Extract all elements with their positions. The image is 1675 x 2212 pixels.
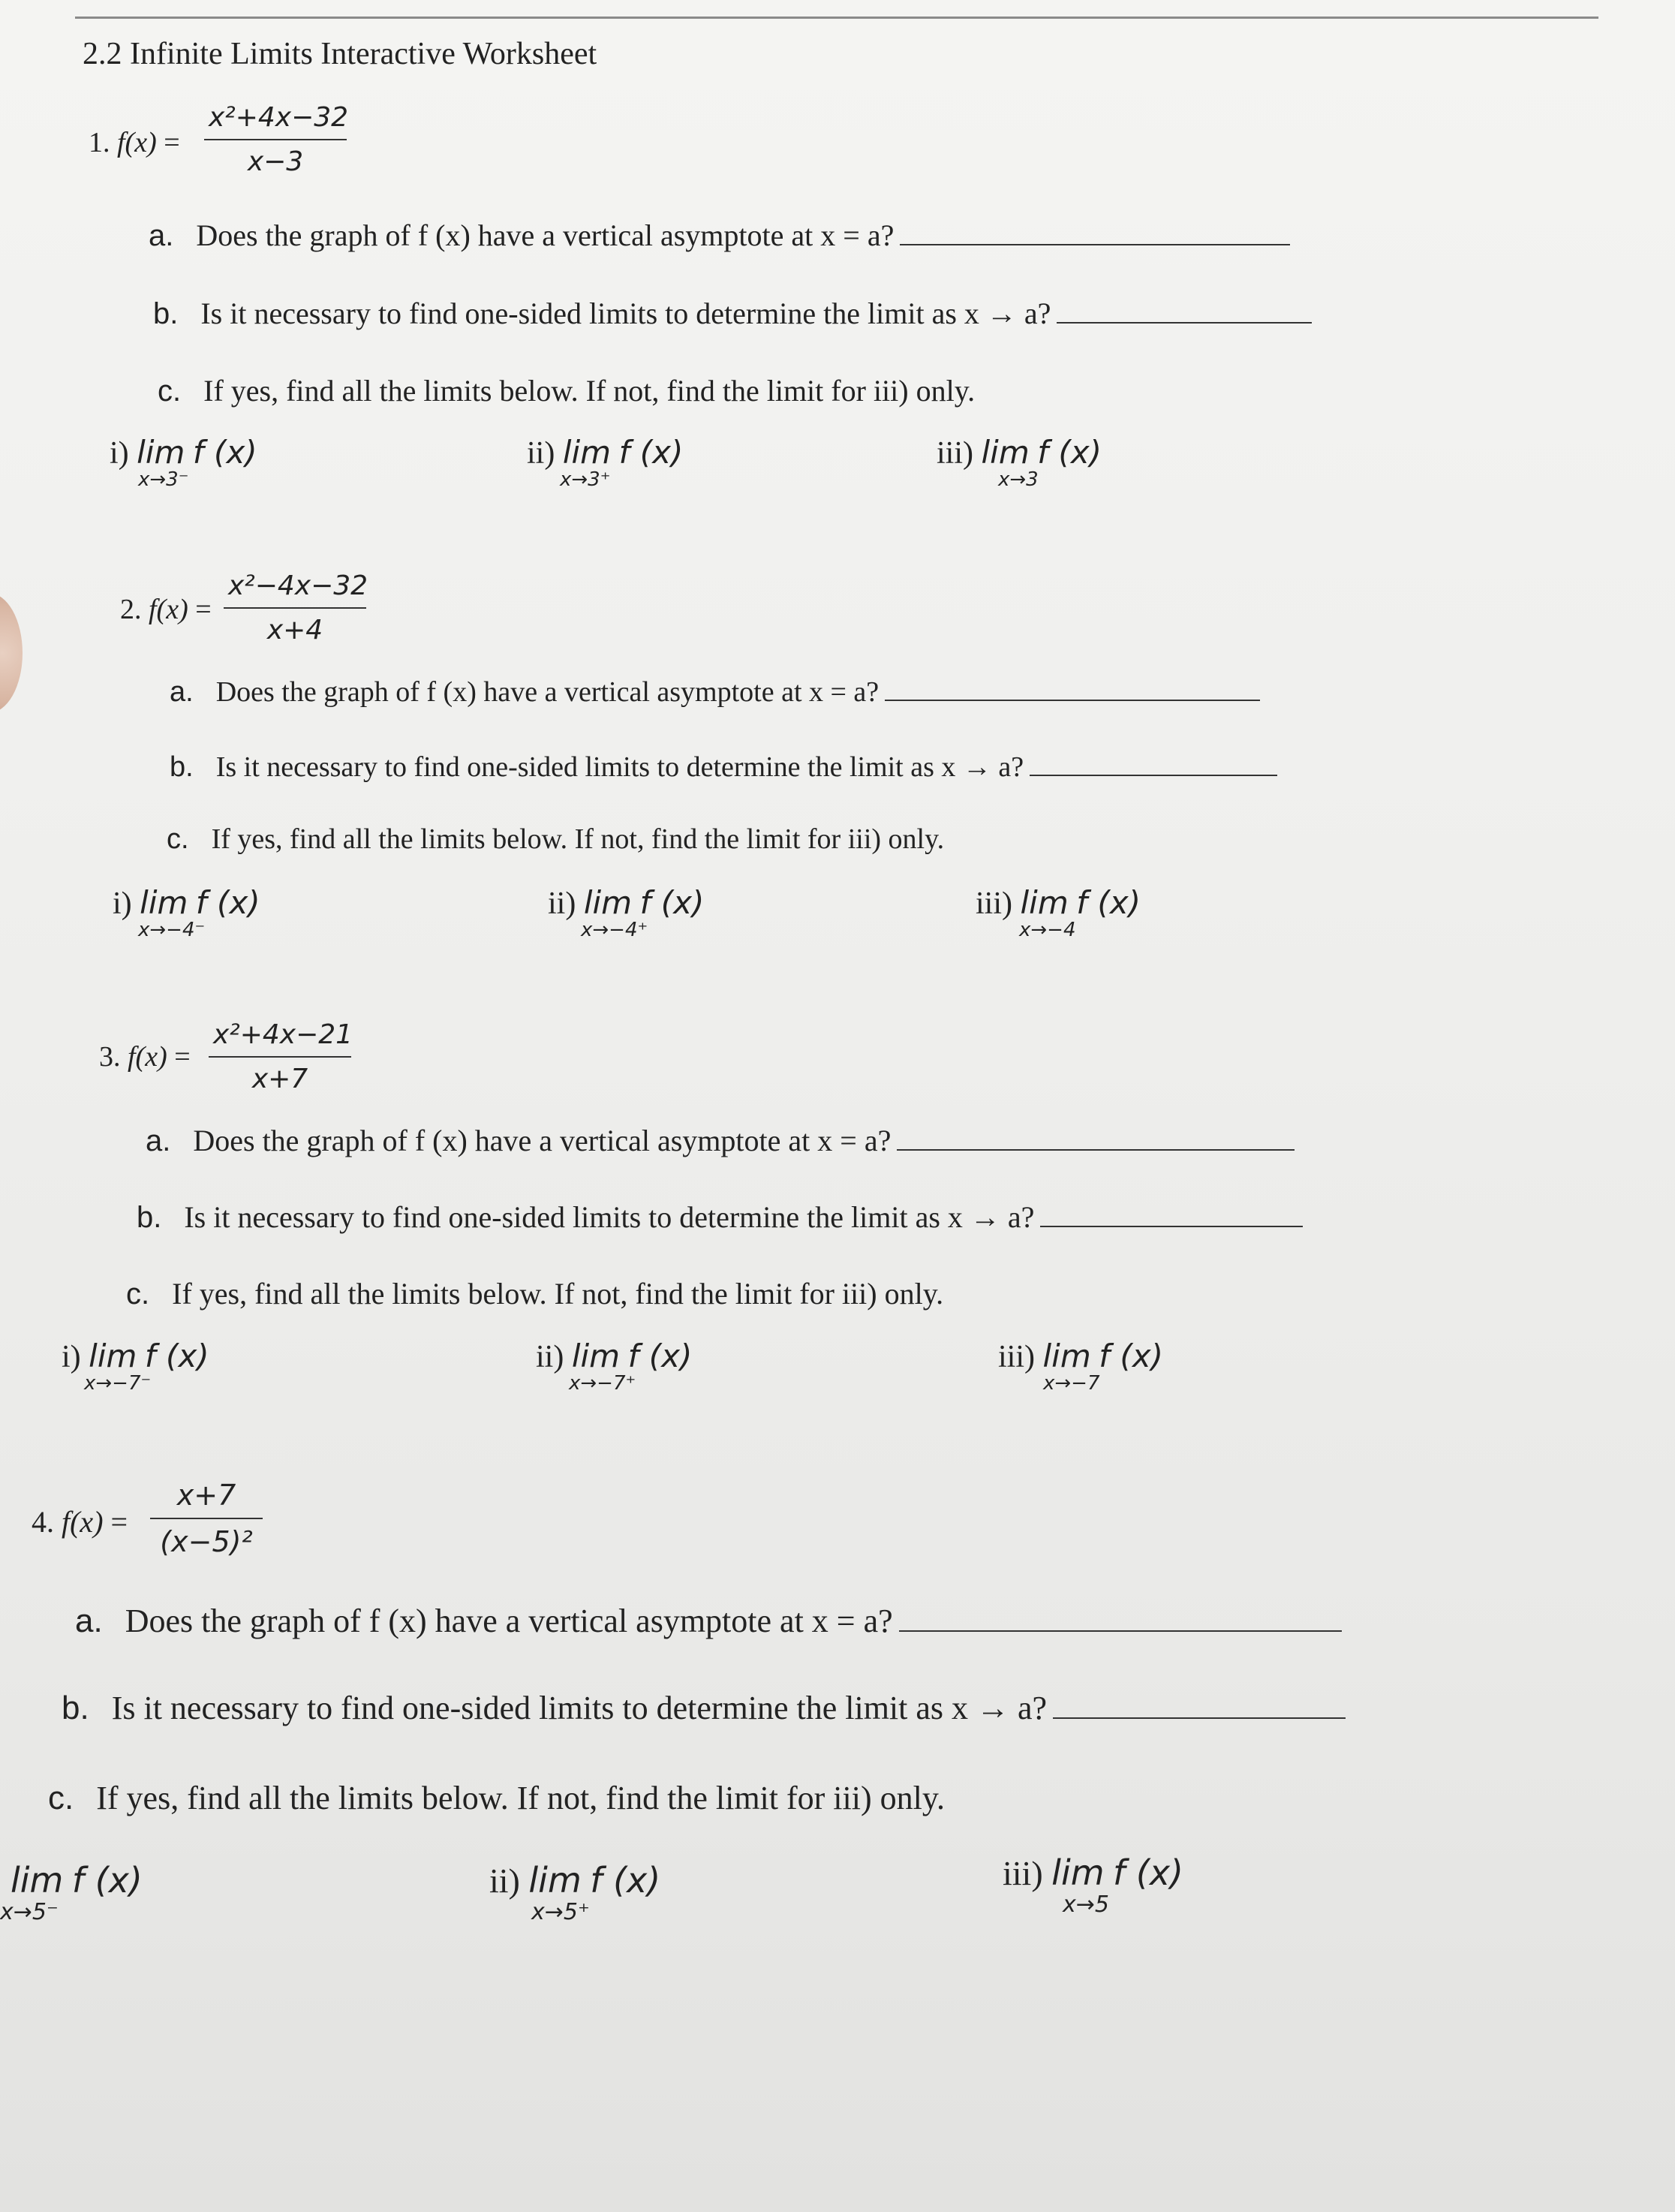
limit-subscript: x→5⁺	[531, 1899, 590, 1925]
problem-3-number: 3.	[99, 1041, 121, 1073]
question-b-label: b.	[137, 1201, 162, 1234]
limit-subscript: x→3⁺	[560, 468, 611, 491]
problem-3-limit-ii	[536, 1338, 693, 1395]
problem-1-label	[89, 126, 180, 159]
problem-3-label	[99, 1040, 191, 1073]
question-c-label: c.	[126, 1278, 150, 1311]
limit-function: f (x)	[1076, 884, 1141, 921]
problem-3-numerator: x²+4x−21	[213, 1019, 353, 1050]
limit-subscript: x→−4	[1019, 919, 1076, 941]
limit-subscript: x→−7	[1043, 1372, 1100, 1395]
problem-3-answer-b-line[interactable]	[1040, 1224, 1303, 1227]
question-c-text: If yes, find all the limits below. If not, find the limit for iii) only.	[203, 374, 976, 408]
question-c-text: If yes, find all the limits below. If not, find the limit for iii) only.	[172, 1277, 944, 1311]
problem-4-equals: =	[110, 1505, 128, 1539]
problem-4-limit-iii	[1003, 1852, 1183, 1918]
problem-1-number: 1.	[89, 127, 110, 158]
limit-roman: iii)	[1003, 1854, 1043, 1892]
limit-word: lim	[1042, 1338, 1091, 1374]
question-a-text: Does the graph of f (x) have a vertical asymptote at x = a?	[125, 1603, 893, 1639]
limit-roman: iii)	[937, 436, 973, 471]
limit-function: f (x)	[1037, 434, 1102, 471]
problem-2-question-a	[170, 676, 1260, 709]
problem-1-question-c	[158, 373, 975, 408]
problem-3-fraction	[209, 1019, 351, 1094]
limit-word: lim	[140, 884, 188, 921]
problem-2-label	[120, 593, 212, 626]
problem-4-question-a	[75, 1602, 1342, 1640]
finger-edge	[0, 593, 23, 713]
problem-3-limit-iii	[998, 1338, 1164, 1395]
problem-1-answer-b-line[interactable]	[1057, 321, 1312, 324]
top-rule	[75, 17, 1598, 19]
limit-subscript: x→−7⁻	[84, 1372, 152, 1395]
problem-4-question-c	[48, 1779, 945, 1817]
question-b-label: b.	[170, 751, 194, 783]
limit-word: lim	[528, 1860, 582, 1901]
limit-subscript: x→−4⁻	[138, 919, 206, 941]
problem-3-fname: f(x)	[128, 1041, 167, 1073]
limit-word: lim	[562, 434, 612, 471]
limit-roman: ii)	[489, 1861, 520, 1900]
limit-roman: i)	[62, 1340, 81, 1374]
problem-4-answer-a-line[interactable]	[899, 1629, 1342, 1632]
problem-2-limit-i	[113, 884, 260, 941]
limit-subscript: x→−7⁺	[569, 1372, 636, 1395]
limit-function: f (x)	[627, 1338, 693, 1374]
limit-function: f (x)	[618, 434, 684, 471]
limit-roman: i)	[113, 886, 132, 921]
problem-4-label	[32, 1504, 128, 1539]
problem-3-question-c	[126, 1276, 943, 1311]
problem-4-fname: f(x)	[62, 1505, 104, 1539]
problem-4-limit-ii	[489, 1860, 661, 1925]
problem-2-limit-ii	[548, 884, 705, 941]
limit-word: lim	[981, 434, 1030, 471]
question-b-text: Is it necessary to find one-sided limits to determine the limit as x → a?	[184, 1200, 1035, 1234]
problem-3-limit-i	[62, 1338, 209, 1395]
limit-subscript: x→5⁻	[0, 1899, 59, 1925]
problem-1-limit-iii	[937, 434, 1102, 491]
limit-function: f (x)	[192, 434, 257, 471]
question-a-text: Does the graph of f (x) have a vertical asymptote at x = a?	[196, 218, 895, 252]
problem-1-numerator: x²+4x−32	[209, 102, 349, 133]
problem-3-question-a	[146, 1123, 1295, 1158]
problem-3-answer-a-line[interactable]	[897, 1148, 1295, 1151]
problem-1-answer-a-line[interactable]	[900, 242, 1290, 245]
problem-1-limit-ii	[527, 434, 684, 491]
question-b-text: Is it necessary to find one-sided limits to determine the limit as x → a?	[200, 296, 1051, 330]
problem-4-fraction	[150, 1479, 263, 1558]
problem-1-denominator: x−3	[247, 146, 304, 177]
question-c-text: If yes, find all the limits below. If not, find the limit for iii) only.	[211, 823, 945, 855]
problem-4-answer-b-line[interactable]	[1053, 1716, 1346, 1719]
question-b-text: Is it necessary to find one-sided limits to determine the limit as x → a?	[111, 1690, 1048, 1726]
problem-4-denominator: (x−5)²	[160, 1525, 253, 1558]
limit-function: f (x)	[195, 884, 260, 921]
problem-2-answer-b-line[interactable]	[1030, 773, 1277, 776]
question-c-label: c.	[167, 823, 189, 855]
problem-4-question-b	[62, 1689, 1346, 1727]
question-a-label: a.	[75, 1603, 103, 1639]
problem-2-equals: =	[195, 594, 212, 625]
limit-word: lim	[583, 884, 633, 921]
question-a-label: a.	[170, 676, 194, 708]
question-a-label: a.	[149, 219, 174, 252]
problem-2-number: 2.	[120, 594, 142, 625]
limit-roman: iii)	[998, 1340, 1035, 1374]
limit-word: lim	[571, 1338, 621, 1374]
limit-roman: ii)	[527, 436, 555, 471]
question-c-label: c.	[48, 1780, 74, 1816]
question-b-label: b.	[62, 1690, 89, 1726]
problem-3-question-b	[137, 1199, 1303, 1235]
limit-roman: ii)	[548, 886, 576, 921]
problem-1-fraction	[204, 102, 347, 177]
problem-4-number: 4.	[32, 1505, 54, 1539]
limit-roman: i)	[110, 436, 129, 471]
limit-word: lim	[89, 1338, 137, 1374]
limit-word: lim	[137, 434, 185, 471]
limit-function: f (x)	[71, 1860, 143, 1901]
question-a-text: Does the graph of f (x) have a vertical asymptote at x = a?	[193, 1124, 892, 1157]
problem-2-limit-iii	[976, 884, 1141, 941]
limit-function: f (x)	[144, 1338, 209, 1374]
limit-function: f (x)	[590, 1860, 661, 1901]
worksheet-title: 2.2 Infinite Limits Interactive Worksheet	[83, 37, 597, 71]
problem-1-limit-i	[110, 434, 257, 491]
limit-subscript: x→3⁻	[138, 468, 189, 491]
question-c-text: If yes, find all the limits below. If not, find the limit for iii) only.	[96, 1780, 945, 1816]
limit-function: f (x)	[1113, 1852, 1183, 1893]
problem-1-fname: f(x)	[117, 127, 157, 158]
problem-2-fraction	[224, 570, 366, 646]
limit-function: f (x)	[1099, 1338, 1164, 1374]
limit-word: lim	[1020, 884, 1069, 921]
problem-2-question-c	[167, 823, 944, 856]
problem-3-denominator: x+7	[251, 1064, 308, 1094]
question-a-label: a.	[146, 1124, 171, 1157]
problem-2-numerator: x²−4x−32	[228, 570, 368, 601]
problem-1-question-a	[149, 218, 1290, 253]
limit-function: f (x)	[639, 884, 705, 921]
limit-subscript: x→5	[1063, 1891, 1109, 1918]
problem-2-answer-a-line[interactable]	[885, 698, 1260, 701]
limit-roman: iii)	[976, 886, 1012, 921]
limit-subscript: x→−4⁺	[581, 919, 648, 941]
limit-subscript: x→3	[998, 468, 1039, 491]
problem-4-numerator: x+7	[176, 1479, 236, 1512]
problem-1-equals: =	[164, 127, 180, 158]
problem-2-denominator: x+4	[266, 615, 323, 646]
question-a-text: Does the graph of f (x) have a vertical asymptote at x = a?	[215, 676, 880, 708]
limit-word: lim	[11, 1860, 64, 1901]
question-c-label: c.	[158, 375, 182, 408]
problem-2-question-b	[170, 751, 1277, 784]
question-b-text: Is it necessary to find one-sided limits to determine the limit as x → a?	[215, 751, 1024, 783]
problem-4-limit-i	[0, 1860, 143, 1925]
limit-roman: ii)	[536, 1340, 564, 1374]
problem-3-equals: =	[174, 1041, 191, 1073]
question-b-label: b.	[153, 297, 179, 330]
problem-2-fname: f(x)	[149, 594, 188, 625]
problem-1-question-b	[153, 296, 1312, 331]
limit-word: lim	[1051, 1852, 1105, 1893]
